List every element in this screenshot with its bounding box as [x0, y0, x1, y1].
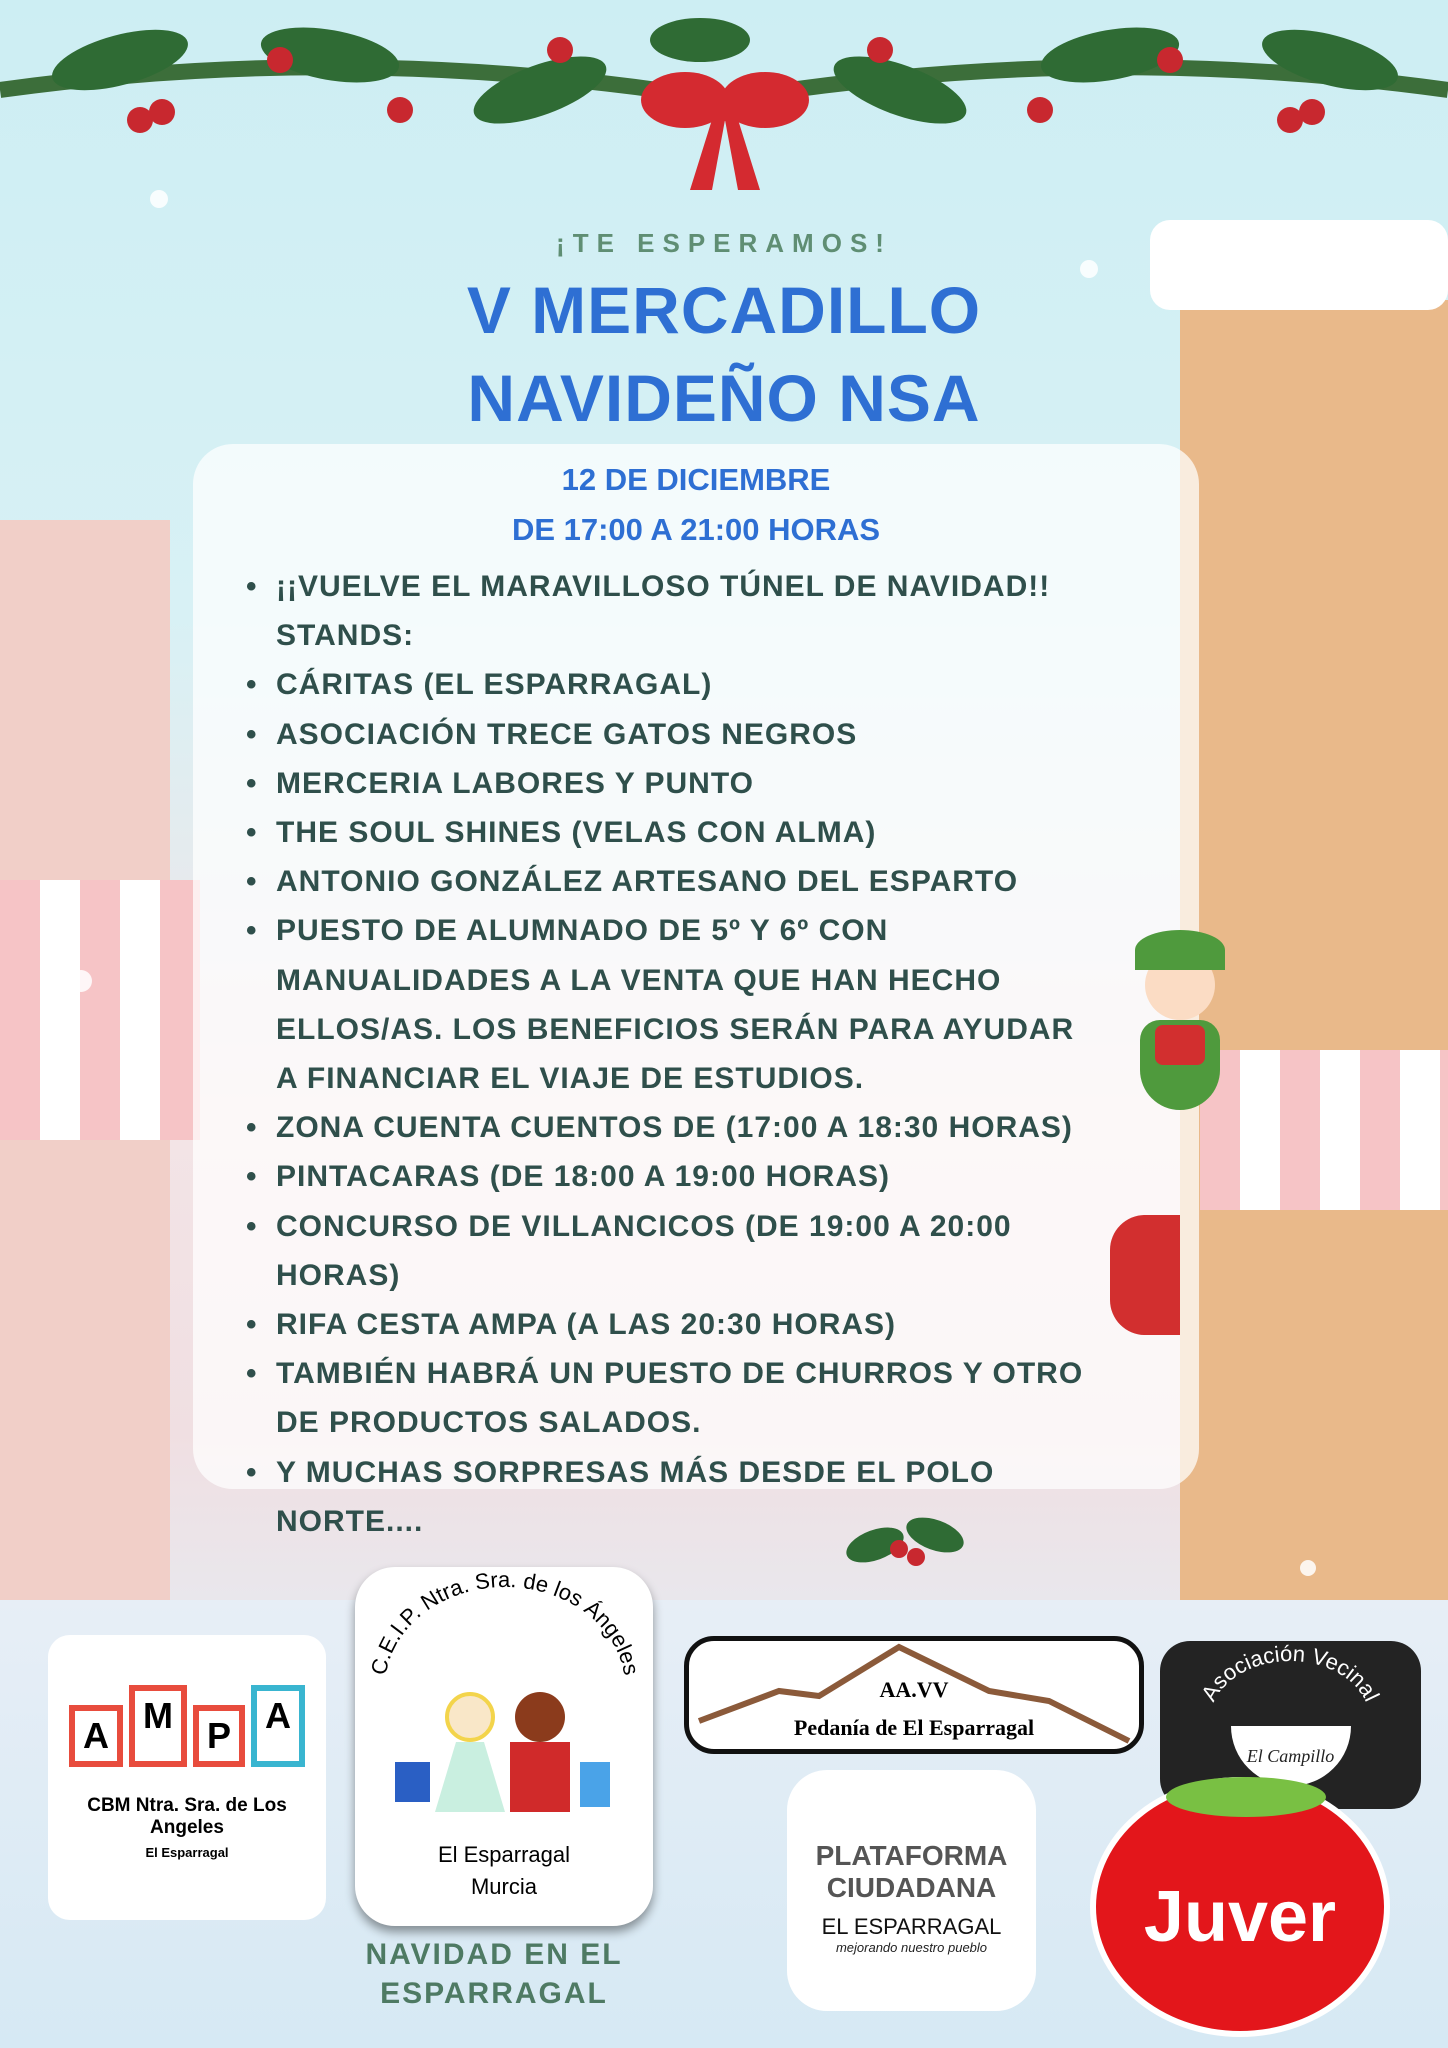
plataforma-tagline: mejorando nuestro pueblo [835, 1940, 988, 1955]
activity-item: • ZONA CUENTA CUENTOS DE (17:00 A 18:30 HORAS) [240, 1103, 1095, 1152]
title-line-2: NAVIDEÑO NSA [467, 361, 981, 435]
plataforma-line-3: EL ESPARRAGAL [821, 1914, 1002, 1939]
snowflake [1300, 1560, 1316, 1576]
ampa-letter: P [193, 1705, 245, 1767]
ampa-letter: M [129, 1685, 187, 1767]
plataforma-logo [787, 1770, 1036, 2011]
snowflake [70, 970, 92, 992]
aavv-logo [684, 1636, 1144, 1754]
activity-item: • RIFA CESTA AMPA (A LAS 20:30 HORAS) [240, 1300, 1095, 1349]
snowflake [150, 190, 168, 208]
ampa-name: CBM Ntra. Sra. de Los Angeles [87, 1795, 287, 1838]
event-hours: DE 17:00 A 21:00 HORAS [511, 512, 881, 547]
juver-name: Juver [1143, 1877, 1337, 1957]
activity-item: • CONCURSO DE VILLANCICOS (DE 19:00 A 20:00 HORAS) [240, 1202, 1095, 1300]
ceip-line-2: Murcia [470, 1874, 537, 1899]
holly-garland [0, 0, 1448, 190]
activity-item: • THE SOUL SHINES (VELAS CON ALMA) [240, 808, 1095, 857]
ampa-place: El Esparragal [145, 1845, 229, 1860]
ampa-letter: A [251, 1685, 305, 1767]
plataforma-line-2: CIUDADANA [826, 1872, 997, 1903]
activity-item: • CÁRITAS (EL ESPARRAGAL) [240, 660, 1095, 709]
santa-illustration [1110, 1215, 1180, 1335]
svg-text:C.E.I.P. Ntra. Sra. de los Áng: C.E.I.P. Ntra. Sra. de los Ángeles [365, 1567, 645, 1678]
activity-item: • TAMBIÉN HABRÁ UN PUESTO DE CHURROS Y OTRO DE PRODUCTOS SALADOS. [240, 1349, 1095, 1447]
elf-illustration [1110, 930, 1250, 1170]
event-date: 12 DE DICIEMBRE [561, 462, 831, 497]
ceip-line-1: El Esparragal [437, 1842, 571, 1867]
ampa-letter: A [69, 1705, 123, 1767]
activity-item: • ASOCIACIÓN TRECE GATOS NEGROS [240, 710, 1095, 759]
campillo-name: El Campillo [1246, 1746, 1335, 1766]
activity-item: • MERCERIA LABORES Y PUNTO [240, 759, 1095, 808]
activity-item: • ANTONIO GONZÁLEZ ARTESANO DEL ESPARTO [240, 857, 1095, 906]
juver-leaf [1166, 1777, 1326, 1817]
campillo-arc-text [1160, 1641, 1421, 1721]
aavv-subtitle: Pedanía de El Esparragal [793, 1715, 1035, 1740]
ceip-logo [355, 1567, 653, 1926]
footer-line-2: ESPARRAGAL [380, 1977, 608, 2010]
activity-item: • PUESTO DE ALUMNADO DE 5º Y 6º CON MANUALIDADES A LA VENTA QUE HAN HECHO ELLOS/AS. LOS BENEFICIOS SERÁN PARA AYUDAR A FINANCIAR EL VIAJE DE ESTUDIOS. [240, 906, 1095, 1103]
juver-logo [1090, 1777, 1390, 2037]
left-awning [0, 880, 200, 1140]
ceip-arc-text [355, 1567, 653, 1687]
footer-line-1: NAVIDAD EN EL [365, 1938, 623, 1971]
svg-text:Asociación Vecinal: Asociación Vecinal [1196, 1641, 1385, 1706]
ampa-logo [48, 1635, 326, 1920]
children-illustration [355, 1692, 653, 1832]
kicker-text: ¡TE ESPERAMOS! [556, 228, 892, 258]
title-line-1: V MERCADILLO [466, 273, 982, 347]
aavv-title: AA.VV [879, 1677, 949, 1702]
activity-item: • ¡¡VUELVE EL MARAVILLOSO TÚNEL DE NAVIDAD!! [240, 562, 1095, 611]
activity-list [240, 562, 1095, 1546]
activity-item: • Y MUCHAS SORPRESAS MÁS DESDE EL POLO NORTE.... [240, 1448, 1095, 1546]
activity-item: STANDS: [276, 619, 415, 653]
plataforma-line-1: PLATAFORMA [815, 1840, 1008, 1871]
activity-item: • PINTACARAS (DE 18:00 A 19:00 HORAS) [240, 1152, 1095, 1201]
